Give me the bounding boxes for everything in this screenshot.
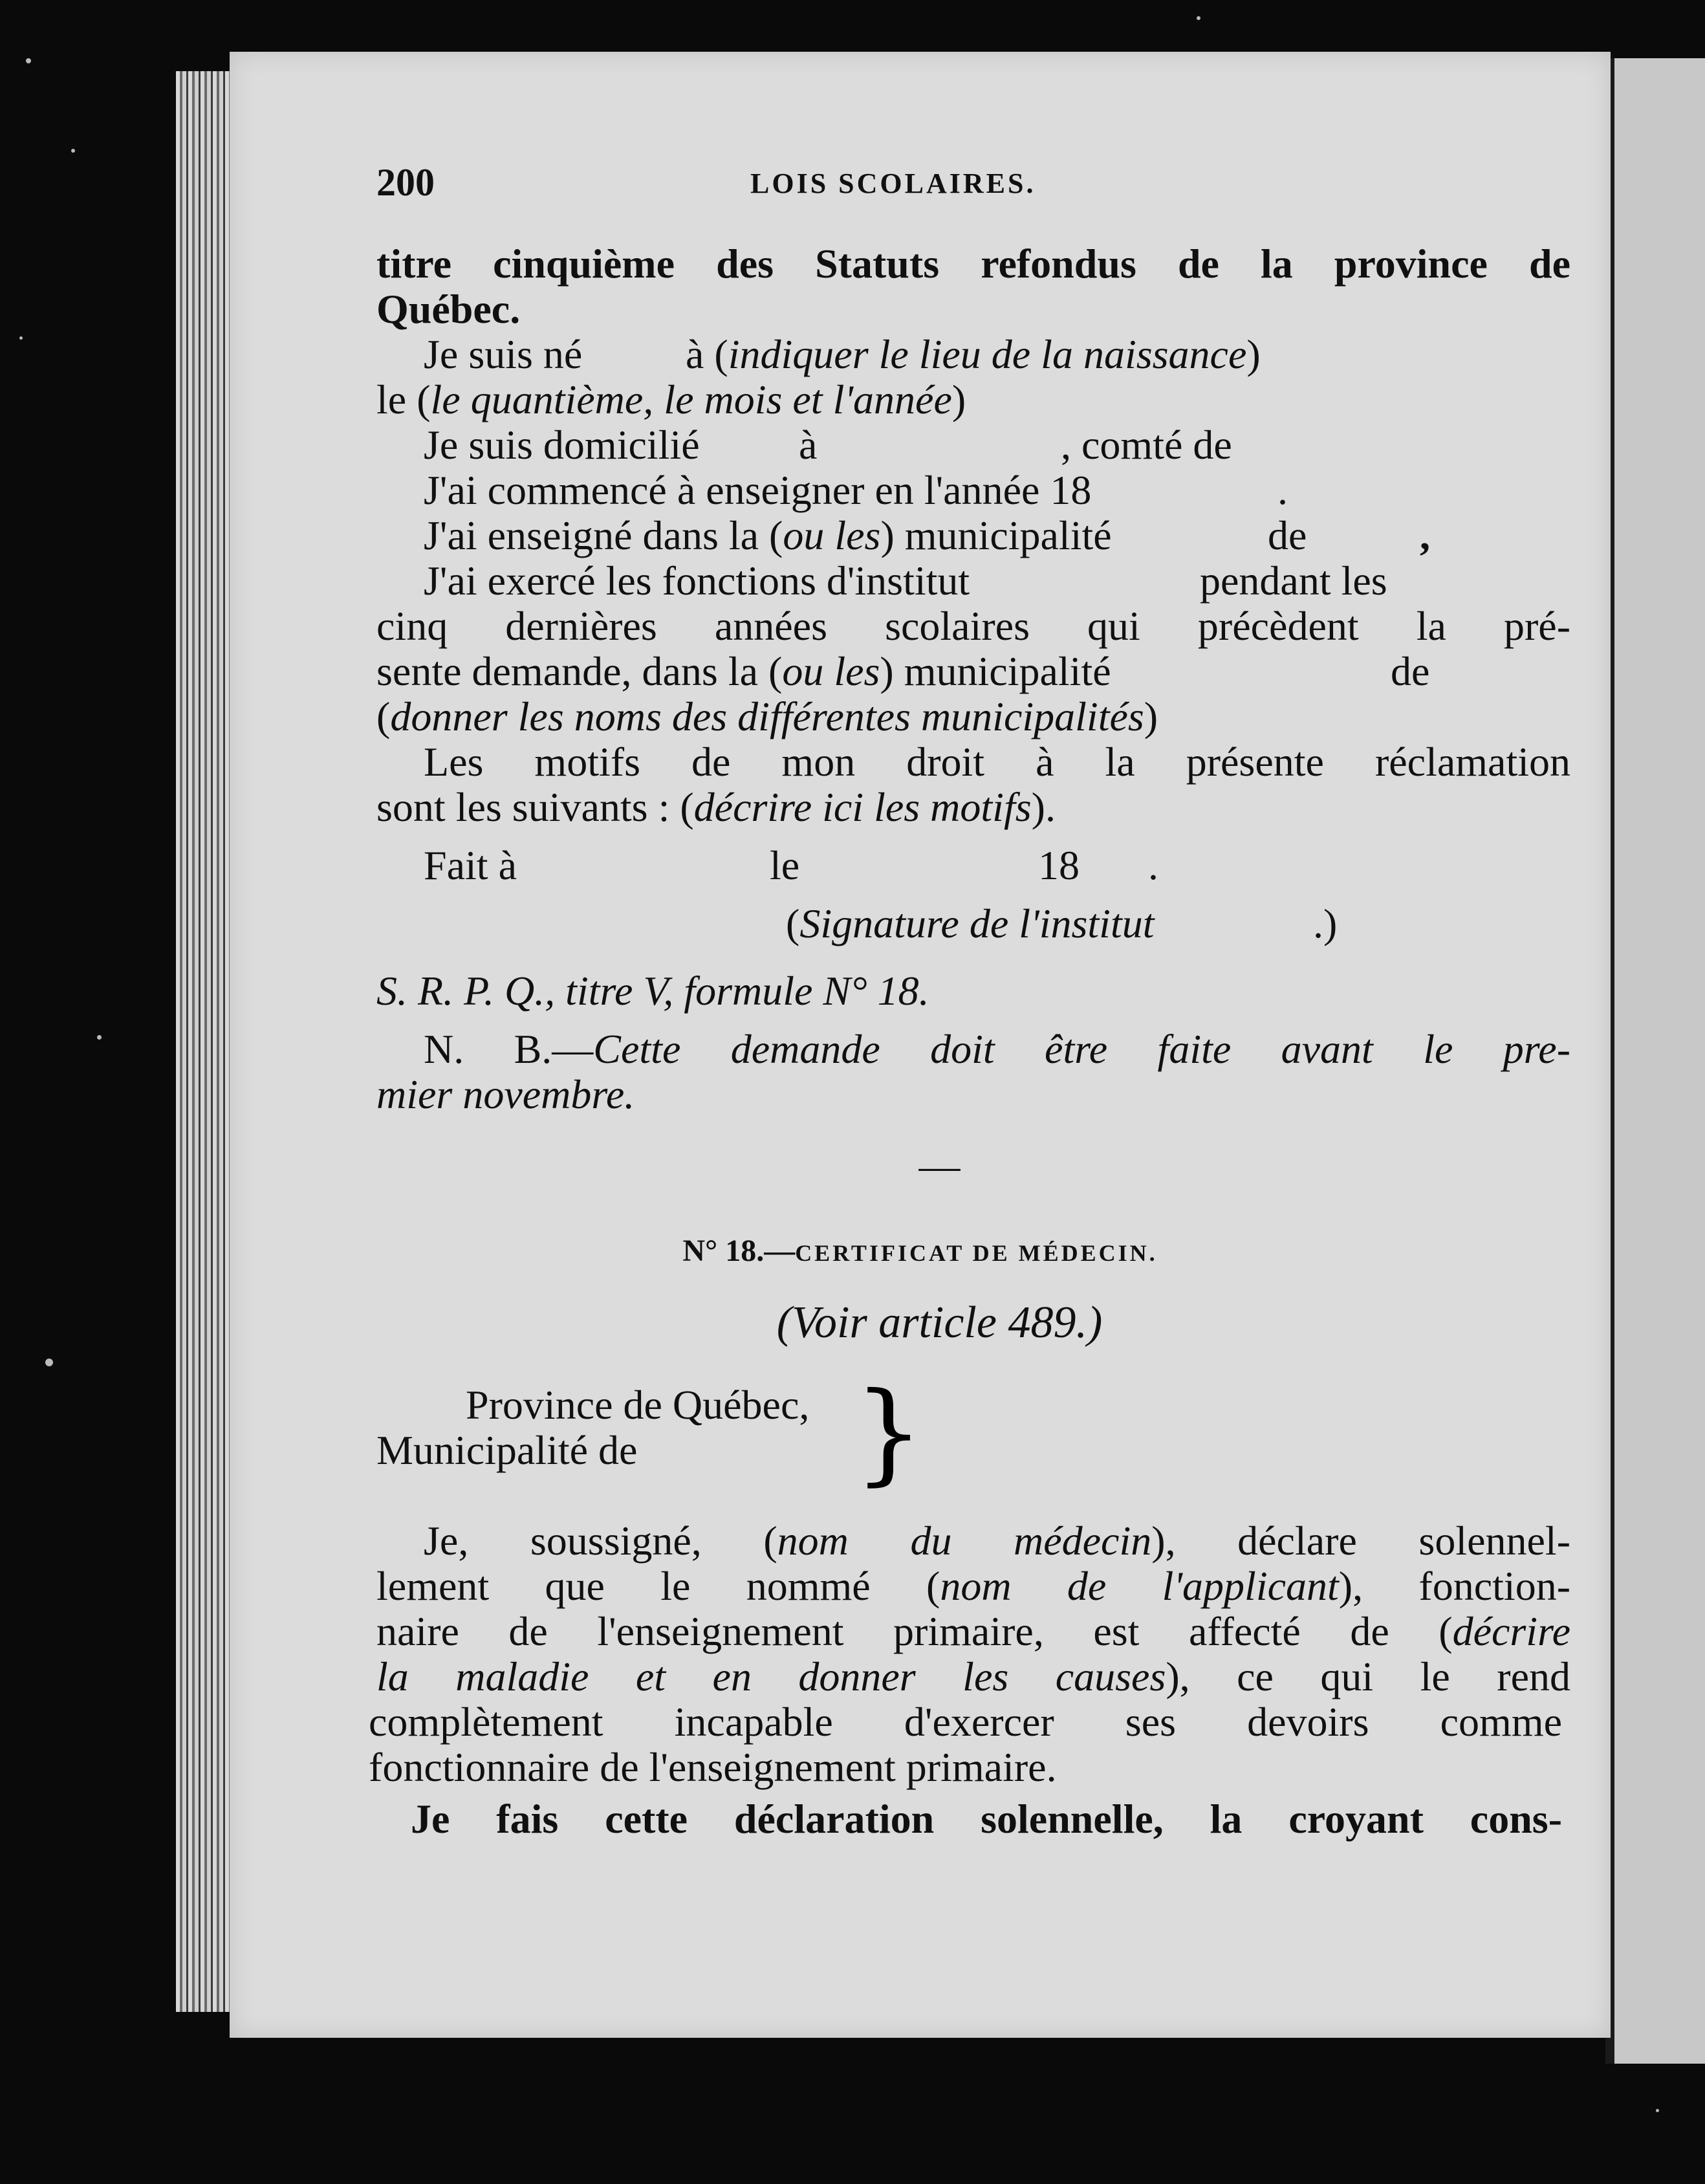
text-line: lement que le nommé (nom de l'applicant), fonction- xyxy=(376,1563,1571,1609)
field-domicile: Je suis domicilié à , comté de xyxy=(424,422,1232,468)
signature-line: (Signature de l'institut .) xyxy=(786,901,1338,946)
text-line: Les motifs de mon droit à la présente réclamation xyxy=(424,739,1570,785)
text-line: Je, soussigné, (nom du médecin), déclare solennel- xyxy=(424,1518,1571,1564)
section-rule: — xyxy=(918,1142,961,1188)
field-fait: Fait à le 18 . xyxy=(424,842,1158,888)
running-title: LOIS SCOLAIRES. xyxy=(750,168,1036,199)
field-exercised: J'ai exercé les fonctions d'institut pendant les xyxy=(424,558,1387,604)
text-line: sont les suivants : (décrire ici les motifs). xyxy=(376,784,1056,830)
text-line: complètement incapable d'exercer ses devoirs comme xyxy=(369,1699,1562,1745)
text-line: sente demande, dans la (ou les) municipalité de xyxy=(376,648,1430,694)
field-date: le (le quantième, le mois et l'année) xyxy=(376,377,966,422)
scan-speck xyxy=(97,1035,102,1040)
book-page xyxy=(230,52,1611,2038)
province-line: Province de Québec, xyxy=(466,1382,810,1428)
scan-speck xyxy=(45,1359,53,1366)
scan-speck xyxy=(19,336,23,340)
text-line: Je fais cette déclaration solennelle, la croyant cons- xyxy=(411,1796,1562,1842)
scan-speck xyxy=(71,149,75,153)
field-began: J'ai commencé à enseigner en l'année 18 . xyxy=(424,467,1288,513)
page-number: 200 xyxy=(376,161,435,204)
text-line: titre cinquième des Statuts refondus de la province de xyxy=(376,241,1570,287)
text-line: naire de l'enseignement primaire, est affecté de (décrire xyxy=(376,1608,1570,1654)
book-page-edges xyxy=(176,71,233,2012)
article-reference: (Voir article 489.) xyxy=(776,1298,1103,1348)
scan-speck xyxy=(1656,2109,1659,2112)
text-line: Québec. xyxy=(376,286,521,332)
form-heading: N° 18.—CERTIFICAT DE MÉDECIN. xyxy=(682,1234,1158,1268)
scan-speck xyxy=(26,58,31,63)
text-line: (donner les noms des différentes municipalités) xyxy=(376,693,1158,739)
brace-symbol: } xyxy=(854,1369,924,1497)
nota-bene: N. B.—Cette demande doit être faite avant le pre- xyxy=(424,1026,1571,1072)
adjacent-page xyxy=(1605,58,1705,2064)
text-line: fonctionnaire de l'enseignement primaire. xyxy=(369,1744,1057,1790)
page-header xyxy=(230,163,1611,215)
statute-reference: S. R. P. Q., titre V, formule N° 18. xyxy=(376,968,929,1014)
field-taught: J'ai enseigné dans la (ou les) municipalité de , xyxy=(424,512,1430,558)
text-line: la maladie et en donner les causes), ce qui le rend xyxy=(376,1654,1571,1699)
field-born: Je suis né à (indiquer le lieu de la naissance) xyxy=(424,331,1261,377)
nota-bene-cont: mier novembre. xyxy=(376,1071,635,1117)
municipality-line: Municipalité de xyxy=(376,1427,638,1473)
scan-speck xyxy=(1197,16,1200,20)
text-line: cinq dernières années scolaires qui précèdent la pré- xyxy=(376,603,1570,649)
